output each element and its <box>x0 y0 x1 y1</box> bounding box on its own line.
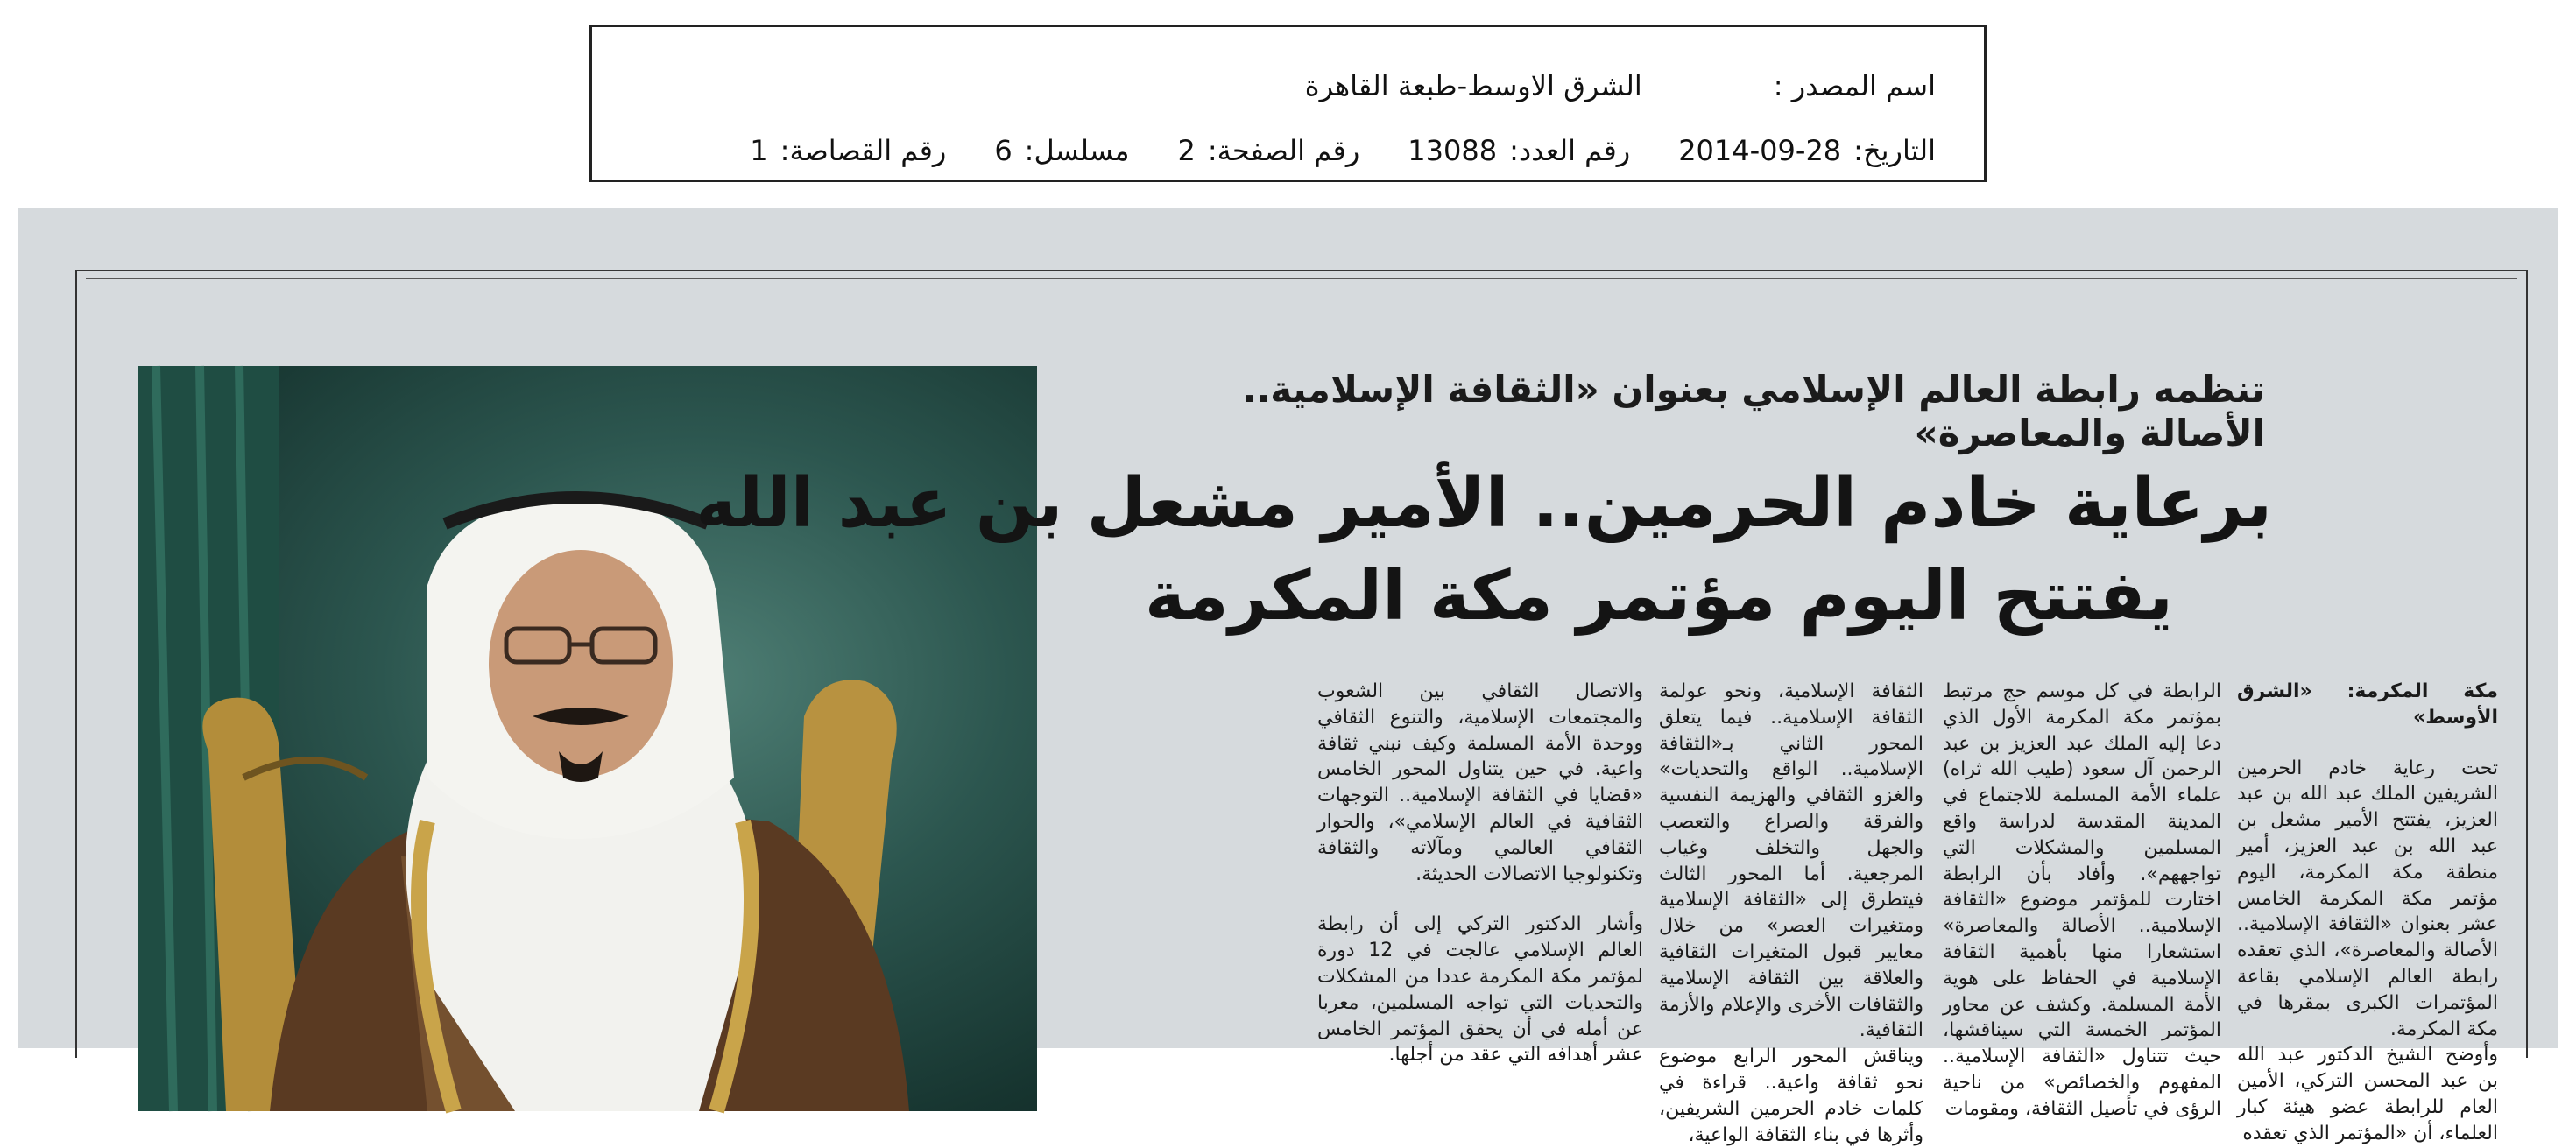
article-headline <box>695 457 2272 643</box>
serial-label: مسلسل: <box>1024 134 1130 167</box>
headline-line-2: يفتتح اليوم مؤتمر مكة المكرمة <box>1145 557 2173 636</box>
clip-value: 1 <box>750 134 768 167</box>
source-name-label: اسم المصدر : <box>1773 69 1936 102</box>
col3-paragraph-1: الثقافة الإسلامية، ونحو عولمة الثقافة الإسلامية.. فيما يتعلق المحور الثاني بـ«الثقافة الإسلامية.. الواقع والتحديات» والغزو الثقافي والهزيمة النفسية والفرقة والصراع والتعصب والجهل والتخلف وغياب المرجعية. أما المحور الثالث فيتطرق إلى «الثقافة الإسلامية ومتغيرات العصر» من خلال معايير قبول المتغيرات الثقافية والعلاقة بين الثقافة الإسلامية والثقافات الأخرى والإعلام والأزمة الثقافية. <box>1659 680 1923 1042</box>
source-name-value: الشرق الاوسط-طبعة القاهرة <box>1304 69 1642 102</box>
col2-paragraph-1: الرابطة في كل موسم حج مرتبط بمؤتمر مكة المكرمة الأول الذي دعا إليه الملك عبد العزيز بن عبد الرحمن آل سعود (طيب الله ثراه) علماء الأمة المسلمة للاجتماع في المدينة المقدسة لدراسة واقع المسلمين والمشكلات التي تواجههم». وأفاد بأن الرابطة اختارت للمؤتمر موضوع «الثقافة الإسلامية.. الأصالة والمعاصرة» استشعارا منها بأهمية الثقافة الإسلامية في الحفاظ على هوية الأمة المسلمة. وكشف عن محاور المؤتمر الخمسة التي سيناقشها، حيث تتناول «الثقافة الإسلامية.. المفهوم والخصائص» من ناحية الرؤى في تأصيل الثقافة، ومقومات <box>1943 680 2221 1120</box>
col4-paragraph-1: والاتصال الثقافي بين الشعوب والمجتمعات الإسلامية، والتنوع الثقافي ووحدة الأمة المسلمة وكيف نبني ثقافة واعية. في حين يتناول المحور الخامس «قضايا في الثقافة الإسلامية.. التوجهات الثقافية في العالم الإسلامي»، والحوار الثقافي العالمي ومآلاته والثقافة وتكنولوجيا الاتصالات الحديثة. <box>1317 680 1643 885</box>
serial-value: 6 <box>994 134 1013 167</box>
source-meta-row <box>750 134 1936 167</box>
article-kicker: تنظمه رابطة العالم الإسلامي بعنوان «الثقافة الإسلامية.. الأصالة والمعاصرة» <box>1242 368 2265 454</box>
col1-paragraph-1: تحت رعاية خادم الحرمين الشريفين الملك عبد الله بن عبد العزيز، يفتتح الأمير مشعل بن عبد الله بن عبد العزيز، أمير منطقة مكة المكرمة، اليوم مؤتمر مكة المكرمة الخامس عشر بعنوان «الثقافة الإسلامية.. الأصالة والمعاصرة»، الذي تعقده رابطة العالم الإسلامي بقاعة المؤتمرات الكبرى بمقرها في مكة المكرمة. <box>2237 757 2498 1040</box>
article-column-4 <box>1317 679 1643 1068</box>
issue-value: 13088 <box>1408 134 1498 167</box>
source-name-row <box>1305 69 1936 102</box>
source-info-box <box>589 25 1987 182</box>
col3-paragraph-2: ويناقش المحور الرابع موضوع نحو ثقافة واعية.. قراءة في كلمات خادم الحرمين الشريفين، وأثرها في بناء الثقافة الواعية، <box>1659 1046 1923 1146</box>
article-column-3 <box>1659 679 1923 1148</box>
article-column-1 <box>2237 679 2498 1147</box>
newspaper-clipping <box>18 208 2558 1146</box>
headline-line-1: برعاية خادم الحرمين.. الأمير مشعل بن عبد الله <box>695 464 2272 543</box>
page-label: رقم الصفحة: <box>1207 134 1360 167</box>
clip-label: رقم القصاصة: <box>780 134 947 167</box>
date-label: التاريخ: <box>1853 134 1936 167</box>
date-value: 2014-09-28 <box>1678 134 1842 167</box>
article-column-2 <box>1943 679 2221 1123</box>
page-value: 2 <box>1177 134 1196 167</box>
issue-label: رقم العدد: <box>1509 134 1631 167</box>
col4-paragraph-2: وأشار الدكتور التركي إلى أن رابطة العالم الإسلامي عالجت في 12 دورة لمؤتمر مكة المكرمة عددا من المشكلات والتحديات التي تواجه المسلمين، معربا عن أمله في أن يحقق المؤتمر الخامس عشر أهدافه التي عقد من أجلها. <box>1317 913 1643 1067</box>
col1-paragraph-2: وأوضح الشيخ الدكتور عبد الله بن عبد المحسن التركي، الأمين العام للرابطة عضو هيئة كبار العلماء، أن «المؤتمر الذي تعقده <box>2237 1044 2498 1144</box>
article-credit: مكة المكرمة: «الشرق الأوسط» <box>2237 680 2498 729</box>
article-frame <box>75 270 2528 1146</box>
